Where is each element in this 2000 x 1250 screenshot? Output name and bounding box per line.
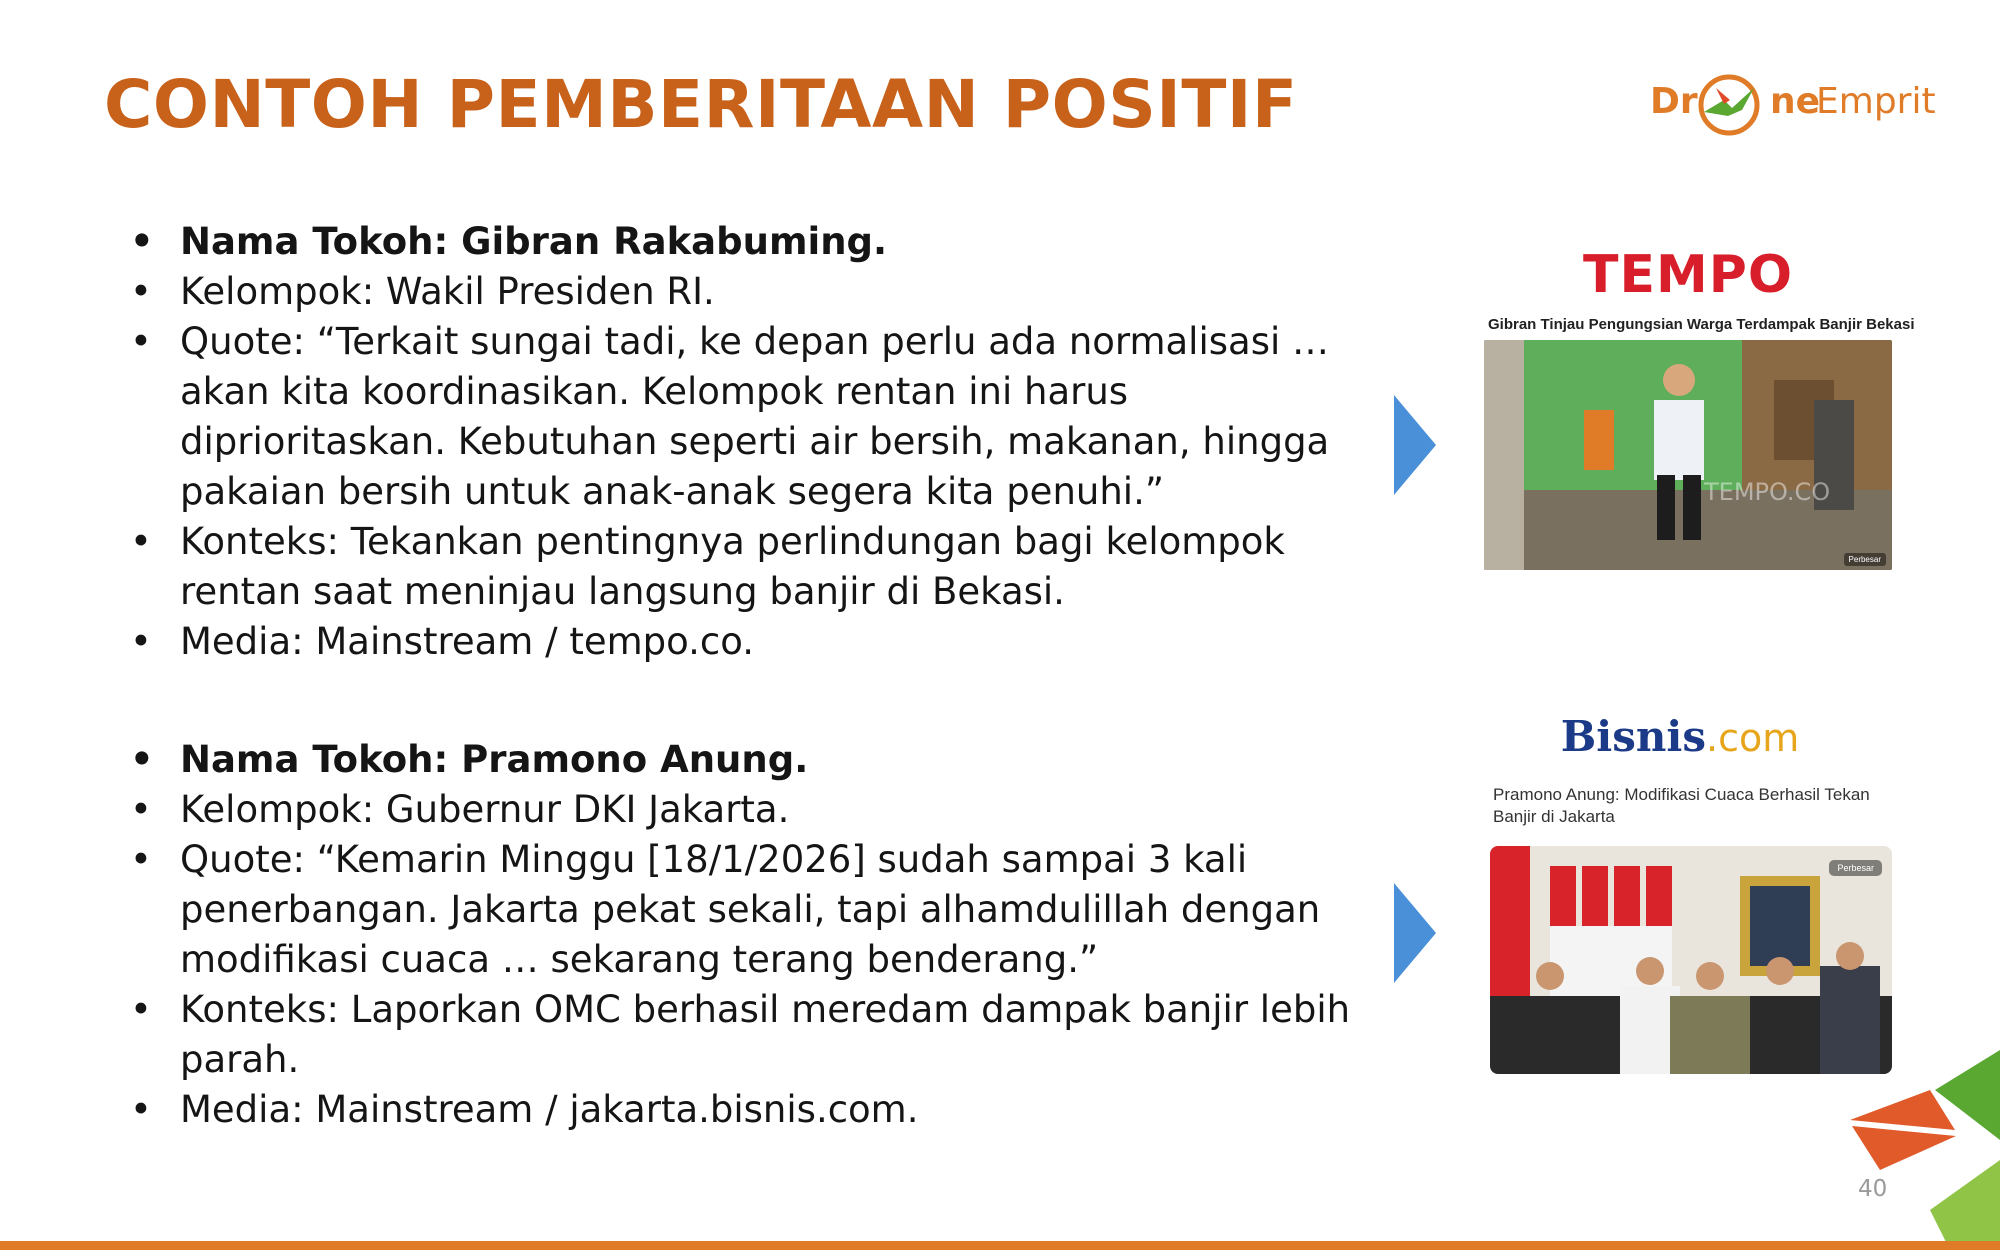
bullet-group: • Kelompok: Gubernur DKI Jakarta.	[130, 785, 1360, 835]
bullet-quote: • Quote: “Terkait sungai tadi, ke depan perlu ada normalisasi … akan kita koordinasikan. Kelompok rentan ini harus diprioritaskan. Kebutuhan seperti air bersih, makanan, hingga pakaian bersih untuk anak-anak segera kita penuhi.”	[130, 317, 1360, 517]
news-card-tempo[interactable]	[1484, 240, 1915, 570]
bullet-name: • Nama Tokoh: Gibran Rakabuming.	[130, 217, 1360, 267]
news-photo-illustration	[1490, 846, 1892, 1074]
news-headline: Pramono Anung: Modifikasi Cuaca Berhasil Tekan Banjir di Jakarta	[1493, 785, 1870, 826]
bisnis-logo	[1488, 712, 1872, 761]
arrow-right-icon	[1394, 883, 1436, 983]
drone-emprit-logo	[1650, 70, 1936, 140]
news-photo	[1490, 846, 1892, 1074]
page-number: 40	[1858, 1176, 1888, 1202]
bisnis-logo-text: Bisnis	[1560, 712, 1706, 761]
bird-logo-icon	[1694, 70, 1764, 140]
arrow-right-icon	[1394, 395, 1436, 495]
news-photo-illustration	[1484, 340, 1892, 570]
enlarge-button[interactable]: Perbesar	[1844, 553, 1886, 566]
logo-text-part3: Emprit	[1816, 81, 1936, 122]
bottom-bar	[0, 1241, 2000, 1250]
bullet-context: • Konteks: Tekankan pentingnya perlindungan bagi kelompok rentan saat meninjau langsung banjir di Bekasi.	[130, 517, 1360, 617]
news-headline: Gibran Tinjau Pengungsian Warga Terdampak Banjir Bekasi	[1488, 316, 1915, 333]
bullet-group: • Kelompok: Wakil Presiden RI.	[130, 267, 1360, 317]
bullet-list-gibran	[130, 217, 1360, 667]
bullet-list-pramono	[130, 735, 1360, 1135]
logo-text-part2: ne	[1770, 81, 1821, 122]
news-photo	[1484, 340, 1892, 570]
slide-title: CONTOH PEMBERITAAN POSITIF	[104, 66, 1298, 143]
bullet-context: • Konteks: Laporkan OMC berhasil meredam dampak banjir lebih parah.	[130, 985, 1360, 1085]
corner-decoration-icon	[1840, 1050, 2000, 1250]
news-card-bisnis[interactable]	[1488, 712, 1892, 1076]
enlarge-button[interactable]: Perbesar	[1829, 860, 1882, 876]
photo-watermark: TEMPO.CO	[1704, 478, 1831, 506]
bullet-media: • Media: Mainstream / jakarta.bisnis.com.	[130, 1085, 1360, 1135]
bullet-media: • Media: Mainstream / tempo.co.	[130, 617, 1360, 667]
bullet-quote: • Quote: “Kemarin Minggu [18/1/2026] sudah sampai 3 kali penerbangan. Jakarta pekat sekali, tapi alhamdulillah dengan modifikasi cuaca … sekarang terang benderang.”	[130, 835, 1360, 985]
bisnis-logo-suffix: .com	[1706, 716, 1800, 760]
logo-text-part1: Dr	[1650, 81, 1698, 122]
bullet-name: • Nama Tokoh: Pramono Anung.	[130, 735, 1360, 785]
tempo-logo: TEMPO	[1582, 245, 1794, 305]
